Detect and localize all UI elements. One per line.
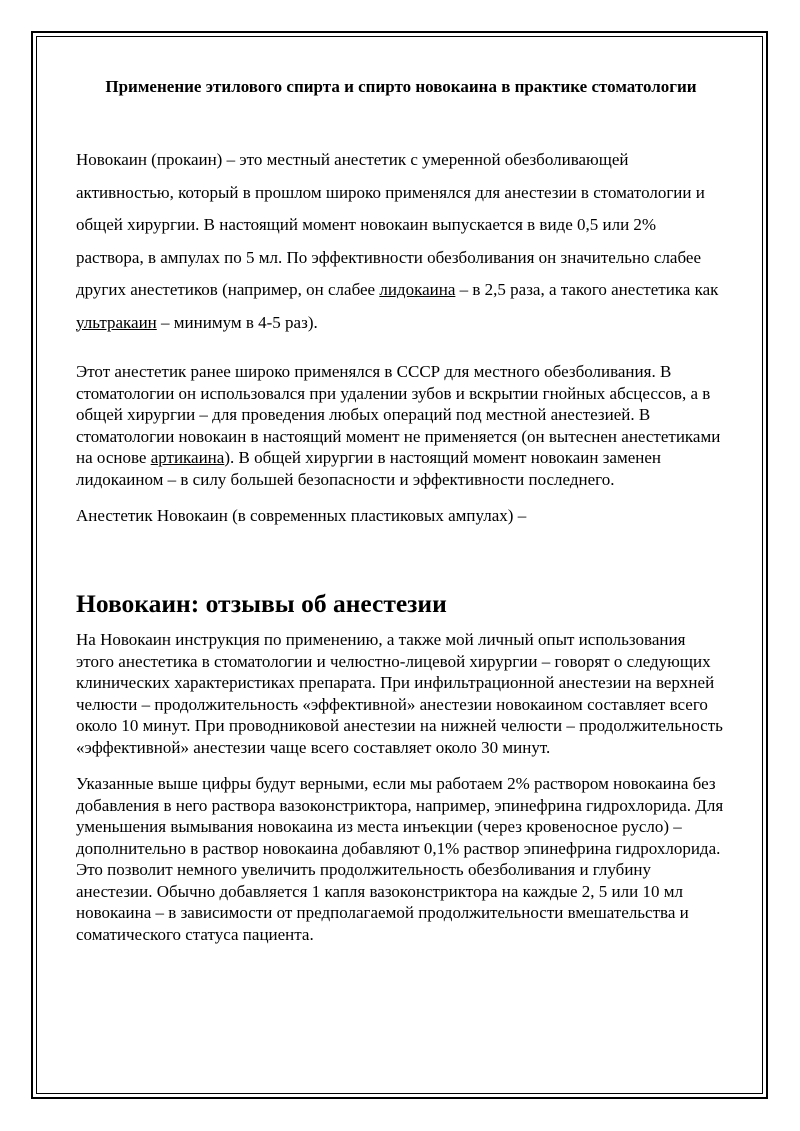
section-heading-reviews: Новокаин: отзывы об анестезии: [76, 588, 447, 618]
figures-paragraph: Указанные выше цифры будут верными, если мы работаем 2% раствором новокаина без добавления в него раствора вазоконстриктора, например, эпинефрина гидрохлорида. Для уменьшения вымывания новокаина из места инъекции (через кровеносное русло) – дополнительно в раствор новокаина добавляют 0,1% раствор эпинефрина гидрохлорида. Это позволит немного увеличить продолжительность обезболивания и глубину анестезии. Обычно добавляется 1 капля вазоконстриктора на каждые 2, 5 или 10 мл новокаина – в зависимости от предполагаемой продолжительности вмешательства и соматического статуса пациента.: [76, 774, 724, 944]
reviews-paragraph: На Новокаин инструкция по применению, а также мой личный опыт использования этого анестетика в стоматологии и челюстно-лицевой хирургии – говорят о следующих клинических характеристиках препарата. При инфильтрационной анестезии на верхней челюсти – продолжительность «эффективной» анестезии новокаином составляет всего около 10 минут. При проводниковой анестезии на нижней челюсти – продолжительность «эффективной» анестезии чаще всего составляет около 30 минут.: [76, 630, 723, 757]
intro-text-2: – в 2,5 раза, а такого анестетика как: [455, 280, 719, 299]
articaine-link[interactable]: артикаина: [150, 448, 225, 467]
ampoule-caption: Анестетик Новокаин (в современных пластиковых ампулах) –: [76, 506, 527, 525]
history-paragraph: [76, 361, 726, 490]
intro-text-3: – минимум в 4-5 раз).: [156, 312, 318, 332]
history-text-1: Этот анестетик ранее широко применялся в СССР для местного обезболивания. В стоматологии он использовался при удалении зубов и вскрытии гнойных абсцессов, а в общей хирургии – для проведения любых операций под местной анестезией. В стоматологии новокаин в настоящий момент не применяется (он вытеснен анестетиками на основе: [76, 362, 721, 467]
lidocaine-link[interactable]: лидокаина: [379, 280, 456, 299]
document-title: Применение этилового спирта и спирто новокаина в практике стоматологии: [105, 77, 697, 96]
intro-text-1: Новокаин (прокаин) – это местный анестетик с умеренной обезболивающей активностью, который в прошлом широко применялся для анестезии в стоматологии и общей хирургии. В настоящий момент новокаин выпускается в виде 0,5 или 2% раствора, в ампулах по 5 мл. По эффективности обезболивания он значительно слабее других анестетиков (например, он слабее: [76, 150, 705, 299]
intro-paragraph: [76, 144, 726, 339]
ultracaine-link[interactable]: ультракаин: [76, 312, 157, 332]
history-text-2: ). В общей хирургии в настоящий момент новокаин заменен лидокаином – в силу большей безопасности и эффективности последнего.: [76, 448, 662, 489]
document-body: [76, 76, 726, 945]
